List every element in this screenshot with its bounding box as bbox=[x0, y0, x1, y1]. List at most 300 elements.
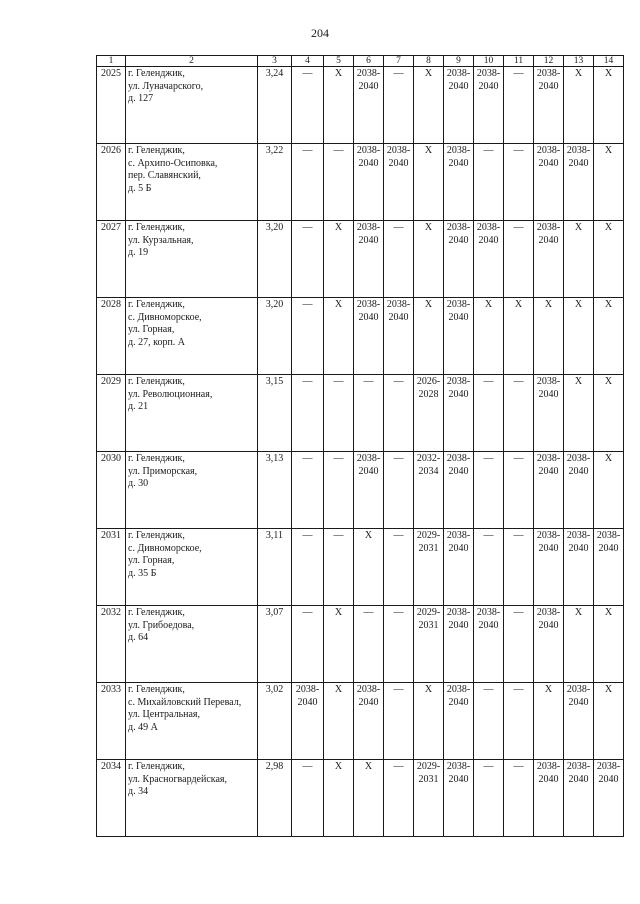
cell-line: 2040 bbox=[358, 465, 379, 477]
address-line: ул. Курзальная, bbox=[128, 234, 194, 246]
row-number: 2027 bbox=[97, 221, 126, 298]
cell-line: 2038- bbox=[596, 761, 621, 772]
cell-line: 2040 bbox=[598, 542, 619, 554]
period-cell bbox=[534, 375, 564, 452]
period-cell bbox=[414, 144, 444, 221]
period-cell bbox=[534, 683, 564, 760]
area-value: 3,02 bbox=[258, 683, 292, 760]
address-cell bbox=[126, 606, 258, 683]
period-cell bbox=[474, 529, 504, 606]
address-cell bbox=[126, 221, 258, 298]
table-row bbox=[97, 298, 624, 375]
period-cell bbox=[384, 298, 414, 375]
cell-line: 2038- bbox=[566, 761, 591, 772]
period-cell bbox=[324, 67, 354, 144]
address-cell bbox=[126, 683, 258, 760]
cell-line: 2038- bbox=[295, 684, 320, 695]
cell-line: 2040 bbox=[448, 465, 469, 477]
period-cell bbox=[414, 67, 444, 144]
cell-line: 2038- bbox=[446, 299, 471, 310]
cell-line: 2038- bbox=[536, 761, 561, 772]
cell-line: 2040 bbox=[568, 542, 589, 554]
period-cell bbox=[384, 529, 414, 606]
cell-line: X bbox=[604, 607, 613, 618]
row-number: 2032 bbox=[97, 606, 126, 683]
cell-line: 2029- bbox=[416, 530, 441, 541]
column-header: 9 bbox=[444, 56, 474, 67]
period-cell bbox=[594, 144, 624, 221]
address-cell bbox=[126, 375, 258, 452]
period-cell bbox=[354, 529, 384, 606]
cell-line: — bbox=[302, 145, 313, 156]
cell-line: 2040 bbox=[388, 157, 409, 169]
cell-line: — bbox=[483, 145, 494, 156]
period-cell bbox=[324, 221, 354, 298]
period-cell bbox=[504, 760, 534, 837]
period-cell bbox=[444, 221, 474, 298]
cell-line: 2038- bbox=[356, 299, 381, 310]
period-cell bbox=[384, 683, 414, 760]
cell-line: 2040 bbox=[448, 542, 469, 554]
period-cell bbox=[444, 606, 474, 683]
cell-line: — bbox=[483, 761, 494, 772]
address-line: д. 30 bbox=[128, 478, 149, 490]
address-line: г. Геленджик, bbox=[128, 607, 185, 618]
period-cell bbox=[354, 452, 384, 529]
period-cell bbox=[292, 760, 324, 837]
period-cell bbox=[534, 221, 564, 298]
cell-line: 2038- bbox=[446, 376, 471, 387]
period-cell bbox=[324, 452, 354, 529]
period-cell bbox=[594, 375, 624, 452]
address-cell bbox=[126, 298, 258, 375]
period-cell bbox=[534, 606, 564, 683]
area-value: 3,11 bbox=[258, 529, 292, 606]
cell-line: 2040 bbox=[358, 696, 379, 708]
period-cell bbox=[474, 144, 504, 221]
cell-line: — bbox=[513, 607, 524, 618]
period-cell bbox=[564, 529, 594, 606]
cell-line: — bbox=[393, 68, 404, 79]
cell-line: X bbox=[574, 299, 583, 310]
cell-line: — bbox=[393, 761, 404, 772]
period-cell bbox=[504, 67, 534, 144]
cell-line: X bbox=[574, 607, 583, 618]
cell-line: X bbox=[334, 68, 343, 79]
cell-line: 2038- bbox=[476, 607, 501, 618]
cell-line: 2040 bbox=[538, 234, 559, 246]
address-line: г. Геленджик, bbox=[128, 145, 185, 156]
period-cell bbox=[444, 683, 474, 760]
address-line: г. Геленджик, bbox=[128, 761, 185, 772]
cell-line: — bbox=[483, 376, 494, 387]
cell-line: X bbox=[544, 684, 553, 695]
cell-line: 2040 bbox=[358, 311, 379, 323]
cell-line: X bbox=[424, 68, 433, 79]
period-cell bbox=[414, 221, 444, 298]
period-cell bbox=[534, 529, 564, 606]
cell-line: 2040 bbox=[538, 80, 559, 92]
cell-line: 2038- bbox=[356, 222, 381, 233]
cell-line: X bbox=[334, 684, 343, 695]
period-cell bbox=[324, 606, 354, 683]
address-line: с. Михайловский Перевал, bbox=[128, 696, 242, 708]
table-row bbox=[97, 144, 624, 221]
cell-line: — bbox=[513, 453, 524, 464]
cell-line: — bbox=[302, 68, 313, 79]
address-line: г. Геленджик, bbox=[128, 684, 185, 695]
area-value: 3,13 bbox=[258, 452, 292, 529]
column-header: 3 bbox=[258, 56, 292, 67]
address-line: с. Дивноморское, bbox=[128, 542, 202, 554]
area-value: 3,15 bbox=[258, 375, 292, 452]
cell-line: 2038- bbox=[446, 684, 471, 695]
period-cell bbox=[594, 606, 624, 683]
cell-line: 2040 bbox=[358, 80, 379, 92]
period-cell bbox=[474, 760, 504, 837]
cell-line: 2040 bbox=[448, 388, 469, 400]
period-cell bbox=[384, 144, 414, 221]
cell-line: — bbox=[333, 453, 344, 464]
period-cell bbox=[474, 298, 504, 375]
cell-line: 2040 bbox=[448, 157, 469, 169]
period-cell bbox=[564, 452, 594, 529]
cell-line: 2040 bbox=[598, 773, 619, 785]
period-cell bbox=[594, 298, 624, 375]
period-cell bbox=[474, 452, 504, 529]
period-cell bbox=[384, 221, 414, 298]
period-cell bbox=[414, 375, 444, 452]
period-cell bbox=[444, 529, 474, 606]
table-row bbox=[97, 221, 624, 298]
cell-line: 2040 bbox=[358, 157, 379, 169]
address-line: д. 27, корп. А bbox=[128, 336, 186, 348]
address-line: г. Геленджик, bbox=[128, 68, 185, 79]
address-line: с. Архипо-Осиповка, bbox=[128, 157, 218, 169]
address-line: г. Геленджик, bbox=[128, 222, 185, 233]
cell-line: 2038- bbox=[476, 68, 501, 79]
address-line: с. Дивноморское, bbox=[128, 311, 202, 323]
row-number: 2028 bbox=[97, 298, 126, 375]
area-value: 3,24 bbox=[258, 67, 292, 144]
period-cell bbox=[564, 606, 594, 683]
period-cell bbox=[414, 760, 444, 837]
register-table bbox=[96, 55, 624, 837]
cell-line: X bbox=[604, 222, 613, 233]
cell-line: — bbox=[513, 684, 524, 695]
period-cell bbox=[474, 221, 504, 298]
cell-line: — bbox=[513, 145, 524, 156]
cell-line: — bbox=[302, 299, 313, 310]
cell-line: 2031 bbox=[418, 773, 439, 785]
cell-line: — bbox=[302, 530, 313, 541]
cell-line: X bbox=[334, 607, 343, 618]
period-cell bbox=[504, 221, 534, 298]
cell-line: 2038- bbox=[356, 68, 381, 79]
cell-line: 2038- bbox=[446, 68, 471, 79]
cell-line: 2038- bbox=[356, 684, 381, 695]
column-header: 12 bbox=[534, 56, 564, 67]
address-line: ул. Луначарского, bbox=[128, 80, 204, 92]
table-row bbox=[97, 760, 624, 837]
address-line: г. Геленджик, bbox=[128, 376, 185, 387]
row-number: 2025 bbox=[97, 67, 126, 144]
period-cell bbox=[414, 529, 444, 606]
cell-line: — bbox=[513, 376, 524, 387]
area-value: 3,07 bbox=[258, 606, 292, 683]
period-cell bbox=[444, 760, 474, 837]
period-cell bbox=[324, 683, 354, 760]
column-header: 4 bbox=[292, 56, 324, 67]
period-cell bbox=[564, 221, 594, 298]
period-cell bbox=[474, 683, 504, 760]
cell-line: — bbox=[513, 530, 524, 541]
period-cell bbox=[564, 375, 594, 452]
cell-line: X bbox=[574, 222, 583, 233]
cell-line: X bbox=[574, 376, 583, 387]
cell-line: 2038- bbox=[386, 145, 411, 156]
cell-line: 2040 bbox=[448, 773, 469, 785]
cell-line: — bbox=[333, 530, 344, 541]
cell-line: 2038- bbox=[356, 453, 381, 464]
period-cell bbox=[534, 67, 564, 144]
area-value: 3,20 bbox=[258, 298, 292, 375]
period-cell bbox=[594, 452, 624, 529]
period-cell bbox=[292, 606, 324, 683]
address-line: д. 49 А bbox=[128, 721, 158, 733]
cell-line: 2040 bbox=[568, 465, 589, 477]
cell-line: 2040 bbox=[568, 696, 589, 708]
cell-line: X bbox=[604, 453, 613, 464]
address-line: ул. Центральная, bbox=[128, 709, 201, 721]
cell-line: 2040 bbox=[478, 619, 499, 631]
period-cell bbox=[414, 298, 444, 375]
cell-line: 2038- bbox=[386, 299, 411, 310]
address-line: д. 21 bbox=[128, 401, 149, 413]
address-cell bbox=[126, 760, 258, 837]
cell-line: 2029- bbox=[416, 607, 441, 618]
cell-line: — bbox=[393, 684, 404, 695]
period-cell bbox=[384, 606, 414, 683]
cell-line: 2038- bbox=[446, 453, 471, 464]
period-cell bbox=[504, 529, 534, 606]
period-cell bbox=[444, 298, 474, 375]
cell-line: 2034 bbox=[418, 465, 439, 477]
cell-line: 2032- bbox=[416, 453, 441, 464]
cell-line: X bbox=[424, 222, 433, 233]
row-number: 2029 bbox=[97, 375, 126, 452]
period-cell bbox=[354, 375, 384, 452]
cell-line: 2040 bbox=[568, 773, 589, 785]
period-cell bbox=[292, 67, 324, 144]
cell-line: X bbox=[334, 222, 343, 233]
row-number: 2026 bbox=[97, 144, 126, 221]
period-cell bbox=[324, 144, 354, 221]
cell-line: — bbox=[393, 376, 404, 387]
period-cell bbox=[384, 67, 414, 144]
cell-line: 2038- bbox=[536, 145, 561, 156]
period-cell bbox=[534, 452, 564, 529]
table-row bbox=[97, 529, 624, 606]
period-cell bbox=[292, 375, 324, 452]
cell-line: — bbox=[393, 453, 404, 464]
cell-line: — bbox=[393, 607, 404, 618]
period-cell bbox=[504, 452, 534, 529]
period-cell bbox=[504, 144, 534, 221]
period-cell bbox=[564, 683, 594, 760]
cell-line: X bbox=[334, 299, 343, 310]
address-line: пер. Славянский, bbox=[128, 170, 201, 182]
cell-line: 2040 bbox=[538, 773, 559, 785]
cell-line: 2038- bbox=[536, 68, 561, 79]
address-line: г. Геленджик, bbox=[128, 530, 185, 541]
table-row bbox=[97, 452, 624, 529]
cell-line: — bbox=[483, 453, 494, 464]
cell-line: X bbox=[574, 68, 583, 79]
cell-line: 2038- bbox=[446, 607, 471, 618]
period-cell bbox=[504, 298, 534, 375]
column-header: 14 bbox=[594, 56, 624, 67]
period-cell bbox=[444, 452, 474, 529]
address-line: г. Геленджик, bbox=[128, 299, 185, 310]
cell-line: 2040 bbox=[297, 696, 318, 708]
period-cell bbox=[354, 67, 384, 144]
period-cell bbox=[354, 683, 384, 760]
cell-line: 2040 bbox=[538, 619, 559, 631]
cell-line: X bbox=[424, 145, 433, 156]
cell-line: 2040 bbox=[538, 157, 559, 169]
cell-line: 2038- bbox=[566, 530, 591, 541]
period-cell bbox=[504, 683, 534, 760]
period-cell bbox=[292, 452, 324, 529]
table-row bbox=[97, 375, 624, 452]
period-cell bbox=[474, 67, 504, 144]
cell-line: 2038- bbox=[566, 145, 591, 156]
cell-line: — bbox=[302, 376, 313, 387]
area-value: 3,22 bbox=[258, 144, 292, 221]
cell-line: 2040 bbox=[448, 619, 469, 631]
period-cell bbox=[292, 529, 324, 606]
header-row bbox=[97, 56, 624, 67]
cell-line: X bbox=[424, 684, 433, 695]
address-cell bbox=[126, 529, 258, 606]
cell-line: 2040 bbox=[358, 234, 379, 246]
period-cell bbox=[324, 298, 354, 375]
row-number: 2031 bbox=[97, 529, 126, 606]
cell-line: — bbox=[363, 607, 374, 618]
cell-line: X bbox=[514, 299, 523, 310]
cell-line: — bbox=[333, 376, 344, 387]
address-line: ул. Горная, bbox=[128, 555, 175, 567]
period-cell bbox=[384, 452, 414, 529]
cell-line: 2028 bbox=[418, 388, 439, 400]
address-line: г. Геленджик, bbox=[128, 453, 185, 464]
row-number: 2030 bbox=[97, 452, 126, 529]
period-cell bbox=[354, 298, 384, 375]
address-cell bbox=[126, 67, 258, 144]
cell-line: X bbox=[604, 376, 613, 387]
table-row bbox=[97, 606, 624, 683]
period-cell bbox=[292, 221, 324, 298]
period-cell bbox=[324, 760, 354, 837]
column-header: 11 bbox=[504, 56, 534, 67]
cell-line: — bbox=[302, 453, 313, 464]
cell-line: X bbox=[604, 68, 613, 79]
cell-line: 2038- bbox=[476, 222, 501, 233]
cell-line: 2038- bbox=[536, 530, 561, 541]
column-header: 6 bbox=[354, 56, 384, 67]
cell-line: 2040 bbox=[448, 80, 469, 92]
period-cell bbox=[564, 144, 594, 221]
address-line: ул. Революционная, bbox=[128, 388, 213, 400]
cell-line: — bbox=[393, 530, 404, 541]
cell-line: — bbox=[483, 530, 494, 541]
period-cell bbox=[384, 375, 414, 452]
cell-line: X bbox=[604, 299, 613, 310]
cell-line: 2031 bbox=[418, 619, 439, 631]
column-header: 1 bbox=[97, 56, 126, 67]
cell-line: 2038- bbox=[536, 607, 561, 618]
period-cell bbox=[354, 606, 384, 683]
period-cell bbox=[444, 375, 474, 452]
address-cell bbox=[126, 452, 258, 529]
table-row bbox=[97, 67, 624, 144]
cell-line: X bbox=[364, 530, 373, 541]
cell-line: 2038- bbox=[446, 761, 471, 772]
cell-line: 2038- bbox=[566, 684, 591, 695]
cell-line: — bbox=[513, 222, 524, 233]
area-value: 2,98 bbox=[258, 760, 292, 837]
period-cell bbox=[564, 760, 594, 837]
period-cell bbox=[354, 221, 384, 298]
cell-line: — bbox=[513, 761, 524, 772]
cell-line: 2040 bbox=[478, 234, 499, 246]
cell-line: 2038- bbox=[446, 222, 471, 233]
period-cell bbox=[594, 67, 624, 144]
cell-line: X bbox=[484, 299, 493, 310]
address-line: д. 35 Б bbox=[128, 567, 157, 579]
address-line: ул. Приморская, bbox=[128, 465, 198, 477]
cell-line: 2040 bbox=[538, 465, 559, 477]
cell-line: 2040 bbox=[538, 542, 559, 554]
period-cell bbox=[292, 144, 324, 221]
cell-line: 2031 bbox=[418, 542, 439, 554]
period-cell bbox=[594, 683, 624, 760]
period-cell bbox=[504, 606, 534, 683]
cell-line: X bbox=[424, 299, 433, 310]
table-row bbox=[97, 683, 624, 760]
cell-line: X bbox=[604, 684, 613, 695]
cell-line: 2040 bbox=[568, 157, 589, 169]
cell-line: 2040 bbox=[448, 311, 469, 323]
period-cell bbox=[414, 683, 444, 760]
address-line: д. 127 bbox=[128, 93, 154, 105]
period-cell bbox=[594, 760, 624, 837]
cell-line: — bbox=[333, 145, 344, 156]
cell-line: 2026- bbox=[416, 376, 441, 387]
cell-line: 2040 bbox=[448, 234, 469, 246]
period-cell bbox=[534, 298, 564, 375]
period-cell bbox=[292, 298, 324, 375]
address-line: д. 34 bbox=[128, 786, 149, 798]
period-cell bbox=[564, 298, 594, 375]
period-cell bbox=[534, 144, 564, 221]
period-cell bbox=[594, 221, 624, 298]
address-line: д. 64 bbox=[128, 632, 149, 644]
cell-line: 2040 bbox=[478, 80, 499, 92]
cell-line: 2040 bbox=[388, 311, 409, 323]
column-header: 7 bbox=[384, 56, 414, 67]
